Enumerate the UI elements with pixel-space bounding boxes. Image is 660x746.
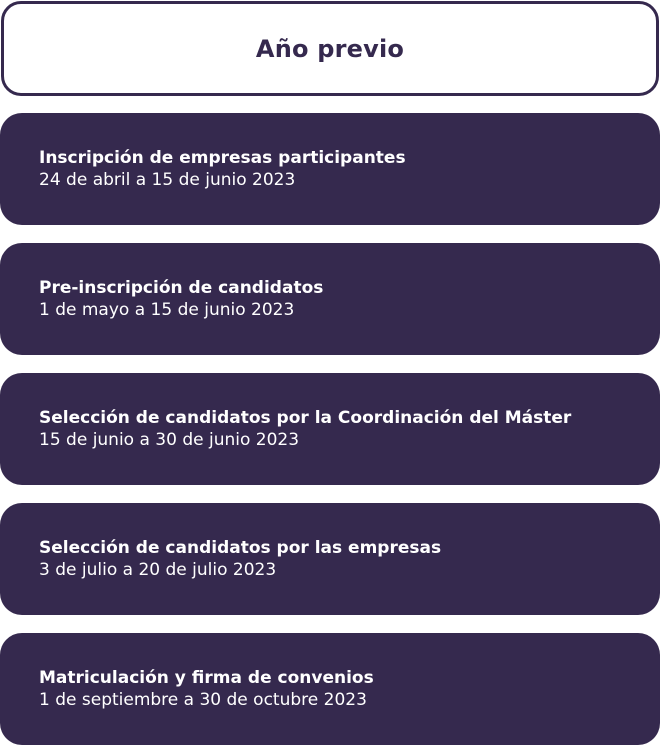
timeline-card-dates: 1 de septiembre a 30 de octubre 2023 <box>39 690 367 710</box>
timeline-card-title: Inscripción de empresas participantes <box>39 148 406 168</box>
timeline-card-title: Matriculación y firma de convenios <box>39 668 374 688</box>
section-header <box>1 1 659 96</box>
timeline-card-dates: 24 de abril a 15 de junio 2023 <box>39 170 296 190</box>
timeline-card-pre-inscription <box>0 243 660 355</box>
timeline-card-enrollment <box>0 633 660 745</box>
timeline-card-empresas-inscription <box>0 113 660 225</box>
timeline-card-title: Selección de candidatos por la Coordinación del Máster <box>39 408 572 428</box>
timeline-card-coordination-selection <box>0 373 660 485</box>
timeline-card-title: Pre-inscripción de candidatos <box>39 278 324 298</box>
timeline-card-dates: 15 de junio a 30 de junio 2023 <box>39 430 300 450</box>
section-title: Año previo <box>255 34 405 63</box>
timeline-card-dates: 3 de julio a 20 de julio 2023 <box>39 560 277 580</box>
timeline-card-dates: 1 de mayo a 15 de junio 2023 <box>39 300 295 320</box>
timeline-card-title: Selección de candidatos por las empresas <box>39 538 442 558</box>
timeline-card-company-selection <box>0 503 660 615</box>
